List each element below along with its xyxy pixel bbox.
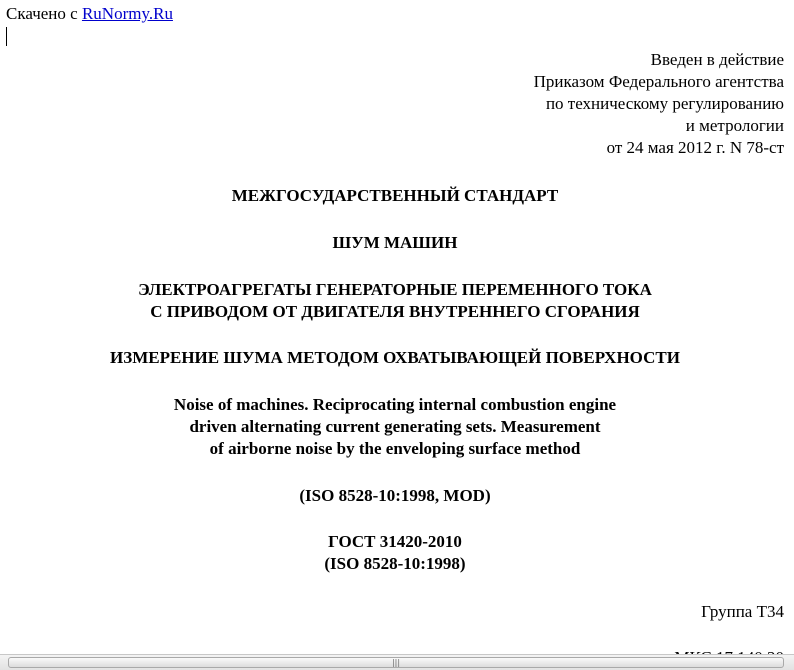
runormy-link[interactable]: RuNormy.Ru <box>81 4 173 23</box>
approval-line: и метрологии <box>685 116 784 135</box>
title-ru-line: С ПРИВОДОМ ОТ ДВИГАТЕЛЯ ВНУТРЕННЕГО СГОРАНИЯ <box>150 302 640 321</box>
gost-designation <box>0 531 790 575</box>
gost-number: ГОСТ 31420-2010 <box>328 532 462 551</box>
scrollbar-thumb[interactable] <box>8 657 784 668</box>
source-line <box>6 4 173 24</box>
approval-line: по техническому регулированию <box>545 94 784 113</box>
iso-reference <box>0 485 790 507</box>
iso-reference-text: (ISO 8528-10:1998, MOD) <box>299 486 491 505</box>
title-en-line: driven alternating current generating sets. Measurement <box>189 417 601 436</box>
standard-title-en <box>0 394 790 460</box>
title-ru-line: ЭЛЕКТРОАГРЕГАТЫ ГЕНЕРАТОРНЫЕ ПЕРЕМЕННОГО ТОКА <box>138 280 652 299</box>
source-prefix: Скачено с <box>6 4 78 23</box>
approval-line: от 24 мая 2012 г. N 78-ст <box>606 138 784 157</box>
horizontal-scrollbar[interactable] <box>0 654 794 670</box>
standard-subject <box>0 232 790 254</box>
text-cursor <box>6 27 7 46</box>
approval-line: Введен в действие <box>650 50 784 69</box>
standard-type <box>0 185 790 207</box>
title-en-line: Noise of machines. Reciprocating internal combustion engine <box>173 395 617 414</box>
method-ru-text: ИЗМЕРЕНИЕ ШУМА МЕТОДОМ ОХВАТЫВАЮЩЕЙ ПОВЕРХНОСТИ <box>110 348 680 367</box>
gost-iso: (ISO 8528-10:1998) <box>324 554 466 573</box>
group-label: Группа Т34 <box>701 602 784 621</box>
standard-type-text: МЕЖГОСУДАРСТВЕННЫЙ СТАНДАРТ <box>231 186 559 205</box>
standard-method-ru <box>0 347 790 369</box>
title-en-line: of airborne noise by the enveloping surface method <box>209 439 581 458</box>
approval-block <box>534 49 784 159</box>
approval-line: Приказом Федерального агентства <box>533 72 784 91</box>
grip-icon: ||| <box>391 658 401 667</box>
standard-title-ru <box>0 279 790 323</box>
standard-subject-text: ШУМ МАШИН <box>332 233 458 252</box>
